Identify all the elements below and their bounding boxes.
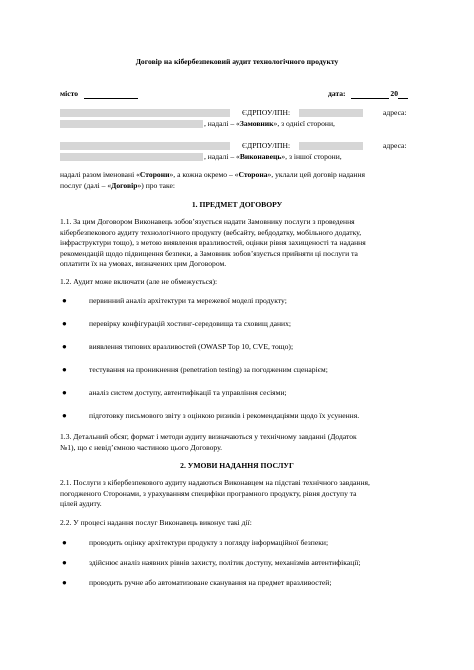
party2-role-text: , надалі – «Виконавець», з іншої сторони, (204, 152, 342, 161)
bullet-icon: ● (62, 538, 67, 547)
bullet-icon: ● (62, 411, 67, 420)
p1-1-line: оплатити їх на умовах, визначених цим Договором. (60, 259, 227, 268)
list-item: здійснює аналіз наявних рівнів захисту, політик доступу, механізмів автентифікації; (89, 558, 361, 567)
party2-edrpou-field[interactable] (299, 142, 363, 150)
p1-1-line: кібербезпекового аудиту технологічного продукту (вебсайту, вебдодатку, мобільного додатку, (60, 227, 362, 237)
bullet-icon: ● (62, 558, 67, 567)
party2-name-field[interactable] (60, 142, 230, 150)
list-item: виявлення типових вразливостей (OWASP Top 10, CVE, тощо); (89, 342, 294, 351)
party2-address-label: адреса: (383, 141, 407, 150)
party1-role-text: , надалі – «Замовник», з однієї сторони, (204, 119, 335, 128)
list-item: проводить ручне або автоматизоване сканування на предмет вразливостей; (89, 578, 332, 587)
party2-address-field[interactable] (60, 153, 203, 161)
bullet-icon: ● (62, 365, 67, 374)
section-2-title: 2. УМОВИ НАДАННЯ ПОСЛУГ (180, 461, 294, 470)
section-1-title: 1. ПРЕДМЕТ ДОГОВОРУ (191, 200, 283, 209)
document-title: Договір на кібербезпековий аудит технологічного продукту (135, 57, 339, 66)
bullet-icon: ● (62, 342, 67, 351)
bullet-icon: ● (62, 388, 67, 397)
list-item: підготовку письмового звіту з оцінкою ризиків і рекомендаціями щодо їх усунення. (89, 411, 360, 420)
party1-name-field[interactable] (60, 109, 230, 117)
party1-address-label: адреса: (383, 108, 407, 117)
bullet-icon: ● (62, 296, 67, 305)
list-item: первинний аналіз архітектури та мережевої моделі продукту; (89, 296, 287, 305)
p2-1-line: погодженого Сторонами, з урахуванням специфіки програмного продукту, рівня доступу та (60, 488, 357, 498)
list-item: проводить оцінку архітектури продукту з погляду інформаційної безпеки; (89, 538, 329, 547)
p2-2-text: 2.2. У процесі надання послуг Виконавець виконує такі дії: (60, 518, 252, 527)
bullet-icon: ● (62, 319, 67, 328)
party1-edrpou-field[interactable] (299, 109, 363, 117)
party1-edrpou-label: ЄДРПОУ/ІПН: (242, 108, 291, 117)
year-field[interactable] (398, 90, 408, 99)
city-field[interactable] (84, 90, 138, 99)
list-item: перевірку конфігурацій хостинг-середовища та сховищ даних; (89, 319, 291, 328)
party2-edrpou-label: ЄДРПОУ/ІПН: (242, 141, 291, 150)
intro-line-2: послуг (далі – «Договір») про таке: (60, 181, 176, 190)
p1-3-line: №1), що є невід’ємною частиною цього Договору. (60, 442, 223, 452)
list-item: аналіз систем доступу, автентифікації та управління сесіями; (89, 388, 287, 397)
list-item: тестування на проникнення (penetration testing) за погодженим сценарієм; (89, 365, 328, 374)
intro-line-1: надалі разом іменовані «Сторони», а кожна окремо – «Сторона», уклали цей договір надання (60, 170, 366, 179)
bullet-icon: ● (62, 578, 67, 587)
p1-1-line: 1.1. За цим Договором Виконавець зобов’язується надати Замовнику послуги з проведення (60, 217, 355, 226)
p1-3-line: 1.3. Детальний обсяг, формат і методи аудиту визначаються у технічному завданні (Додаток (60, 432, 357, 441)
p1-1-line: інфраструктури тощо), з метою виявлення вразливостей, оцінки рівня захищеності та надання (60, 238, 366, 247)
date-field[interactable] (351, 90, 389, 99)
p1-2-text: 1.2. Аудит може включати (але не обмежується): (60, 277, 218, 286)
p2-1-line: 2.1. Послуги з кібербезпекового аудиту надаються Виконавцем на підставі технічного завдання, (60, 478, 370, 487)
date-label: дата: 20 (328, 89, 408, 99)
p1-1-line: рекомендацій щодо підвищення безпеки, а Замовник зобов’язується прийняти ці послуги та (60, 248, 358, 258)
city-label: місто (60, 89, 138, 99)
party1-address-field[interactable] (60, 120, 203, 128)
p2-1-line: цілей аудиту. (60, 499, 102, 508)
